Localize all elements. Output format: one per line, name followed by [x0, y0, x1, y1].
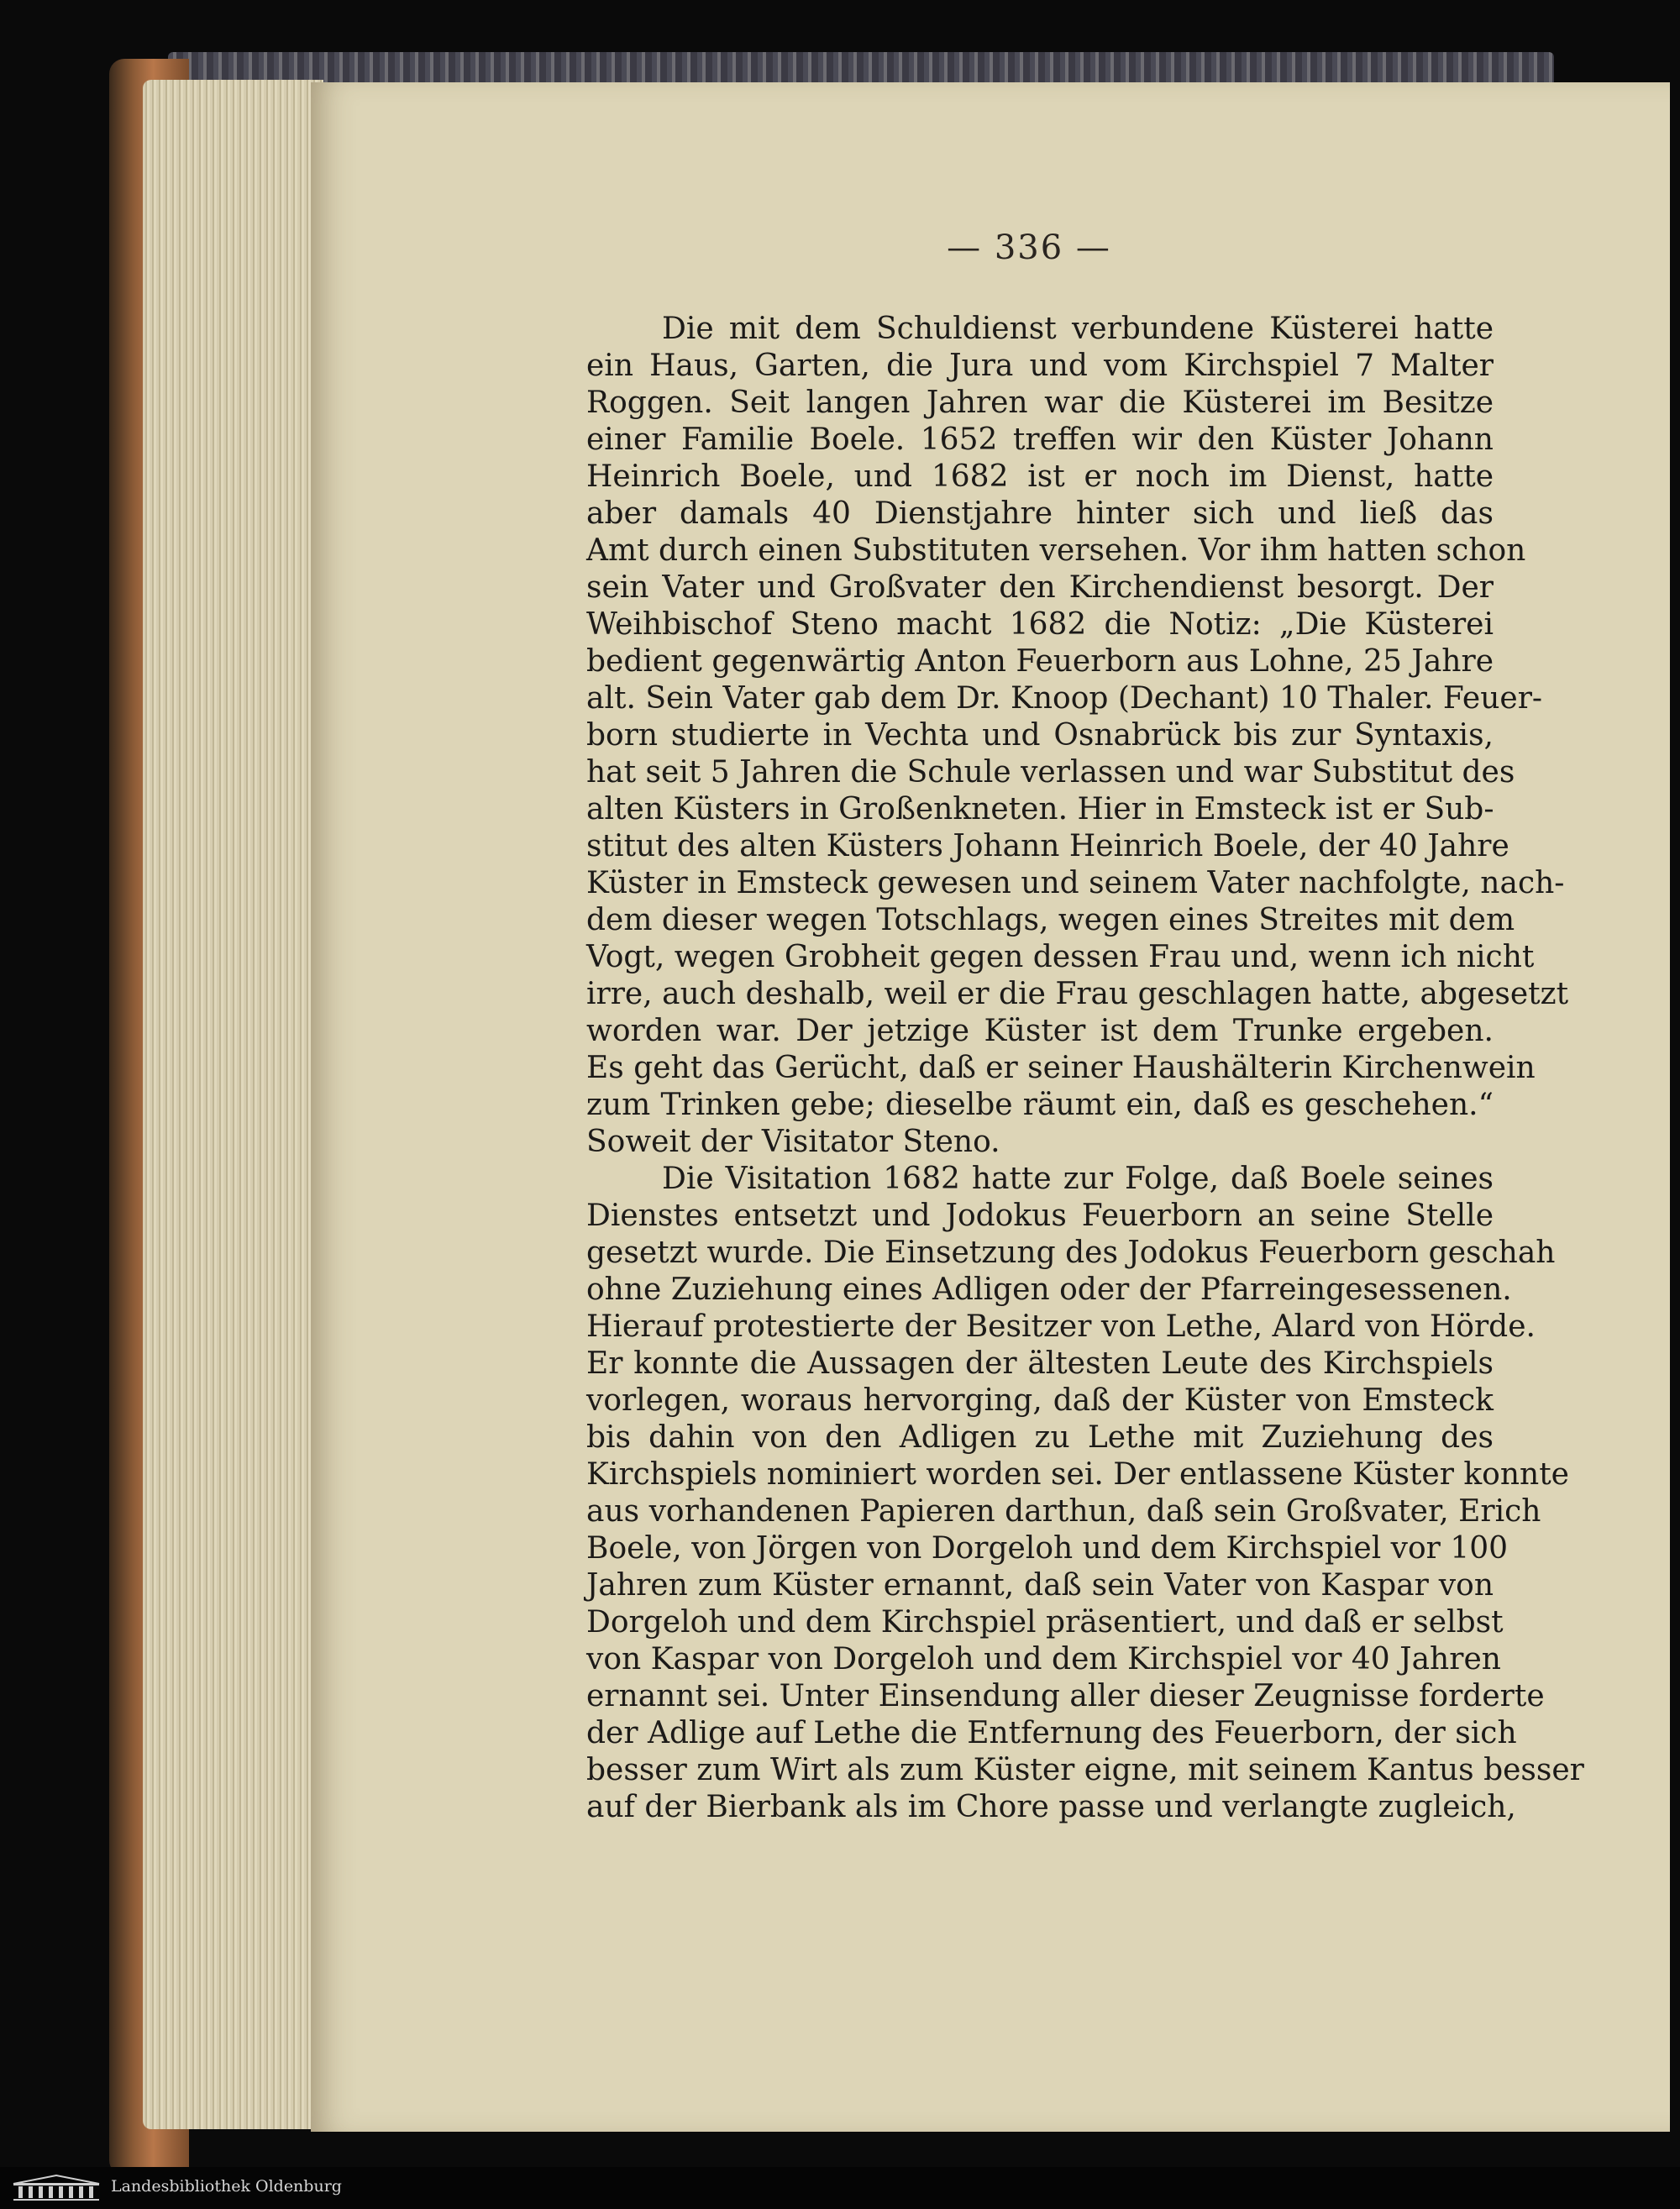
text-line: aber damals 40 Dienstjahre hinter sich und ließ das	[586, 496, 1494, 531]
text-line: von Kaspar von Dorgeloh und dem Kirchspiel vor 40 Jahren	[586, 1642, 1501, 1676]
text-line: Kirchspiels nominiert worden sei. Der entlassene Küster konnte	[586, 1457, 1569, 1492]
text-line: ein Haus, Garten, die Jura und vom Kirchspiel 7 Malter	[586, 349, 1494, 383]
text-line: Amt durch einen Substituten versehen. Vor ihm hatten schon	[586, 533, 1526, 568]
text-line: hat seit 5 Jahren die Schule verlassen und war Substitut des	[586, 755, 1515, 790]
page-text	[586, 311, 1584, 1826]
text-line: gesetzt wurde. Die Einsetzung des Jodokus Feuerborn geschah	[586, 1236, 1556, 1270]
text-line: Die mit dem Schuldienst verbundene Küsterei hatte	[662, 312, 1494, 346]
text-line: Hierauf protestierte der Besitzer von Lethe, Alard von Hörde.	[586, 1309, 1536, 1344]
text-line: ohne Zuziehung eines Adligen oder der Pfarreingesessenen.	[586, 1272, 1512, 1307]
text-line: irre, auch deshalb, weil er die Frau geschlagen hatte, abgesetzt	[586, 977, 1569, 1011]
text-line: zum Trinken gebe; dieselbe räumt ein, daß es geschehen.“	[586, 1088, 1494, 1122]
text-line: alt. Sein Vater gab dem Dr. Knoop (Dechant) 10 Thaler. Feuer-	[586, 681, 1543, 716]
text-line: Roggen. Seit langen Jahren war die Küsterei im Besitze	[586, 386, 1494, 420]
text-line: dem dieser wegen Totschlags, wegen eines Streites mit dem	[586, 903, 1515, 937]
text-line: Küster in Emsteck gewesen und seinem Vater nachfolgte, nach-	[586, 866, 1565, 900]
text-line: ernannt sei. Unter Einsendung aller dieser Zeugnisse forderte	[586, 1679, 1545, 1713]
text-line: besser zum Wirt als zum Küster eigne, mit seinem Kantus besser	[586, 1753, 1584, 1787]
text-line: Jahren zum Küster ernannt, daß sein Vater von Kaspar von	[586, 1568, 1494, 1603]
page-number: — 336 —	[947, 228, 1111, 267]
text-line: auf der Bierbank als im Chore passe und verlangte zugleich,	[586, 1790, 1516, 1824]
text-line: alten Küsters in Großenkneten. Hier in Emsteck ist er Sub-	[586, 792, 1494, 826]
text-line: bis dahin von den Adligen zu Lethe mit Zuziehung des	[586, 1420, 1494, 1455]
text-line: Weihbischof Steno macht 1682 die Notiz: „Die Küsterei	[586, 607, 1494, 642]
text-line: Boele, von Jörgen von Dorgeloh und dem Kirchspiel vor 100	[586, 1531, 1509, 1566]
text-line: stitut des alten Küsters Johann Heinrich Boele, der 40 Jahre	[586, 829, 1509, 863]
text-line: born studierte in Vechta und Osnabrück bis zur Syntaxis,	[586, 718, 1494, 753]
footer-bar	[0, 2167, 1680, 2209]
text-line: sein Vater und Großvater den Kirchendienst besorgt. Der	[586, 570, 1494, 605]
text-line: bedient gegenwärtig Anton Feuerborn aus Lohne, 25 Jahre	[586, 644, 1494, 679]
text-line: der Adlige auf Lethe die Entfernung des Feuerborn, der sich	[586, 1716, 1517, 1750]
library-building-icon	[10, 2174, 102, 2202]
text-line: Heinrich Boele, und 1682 ist er noch im Dienst, hatte	[586, 459, 1494, 494]
text-line: vorlegen, woraus hervorging, daß der Küster von Emsteck	[586, 1383, 1494, 1418]
text-line: einer Familie Boele. 1652 treffen wir den Küster Johann	[586, 422, 1494, 457]
text-line: Vogt, wegen Grobheit gegen dessen Frau und, wenn ich nicht	[586, 940, 1535, 974]
text-line: Dienstes entsetzt und Jodokus Feuerborn an seine Stelle	[586, 1199, 1494, 1233]
text-line: aus vorhandenen Papieren darthun, daß sein Großvater, Erich	[586, 1494, 1541, 1529]
text-line: Die Visitation 1682 hatte zur Folge, daß Boele seines	[662, 1162, 1494, 1196]
text-line: Dorgeloh und dem Kirchspiel präsentiert, und daß er selbst	[586, 1605, 1504, 1640]
text-line: Soweit der Visitator Steno.	[586, 1125, 1000, 1159]
library-name: Landesbibliothek Oldenburg	[111, 2177, 342, 2196]
text-line: Es geht das Gerücht, daß er seiner Haushälterin Kirchenwein	[586, 1051, 1536, 1085]
text-line: Er konnte die Aussagen der ältesten Leute des Kirchspiels	[586, 1346, 1494, 1381]
text-line: worden war. Der jetzige Küster ist dem Trunke ergeben.	[586, 1014, 1494, 1048]
page-edges	[143, 80, 323, 2129]
